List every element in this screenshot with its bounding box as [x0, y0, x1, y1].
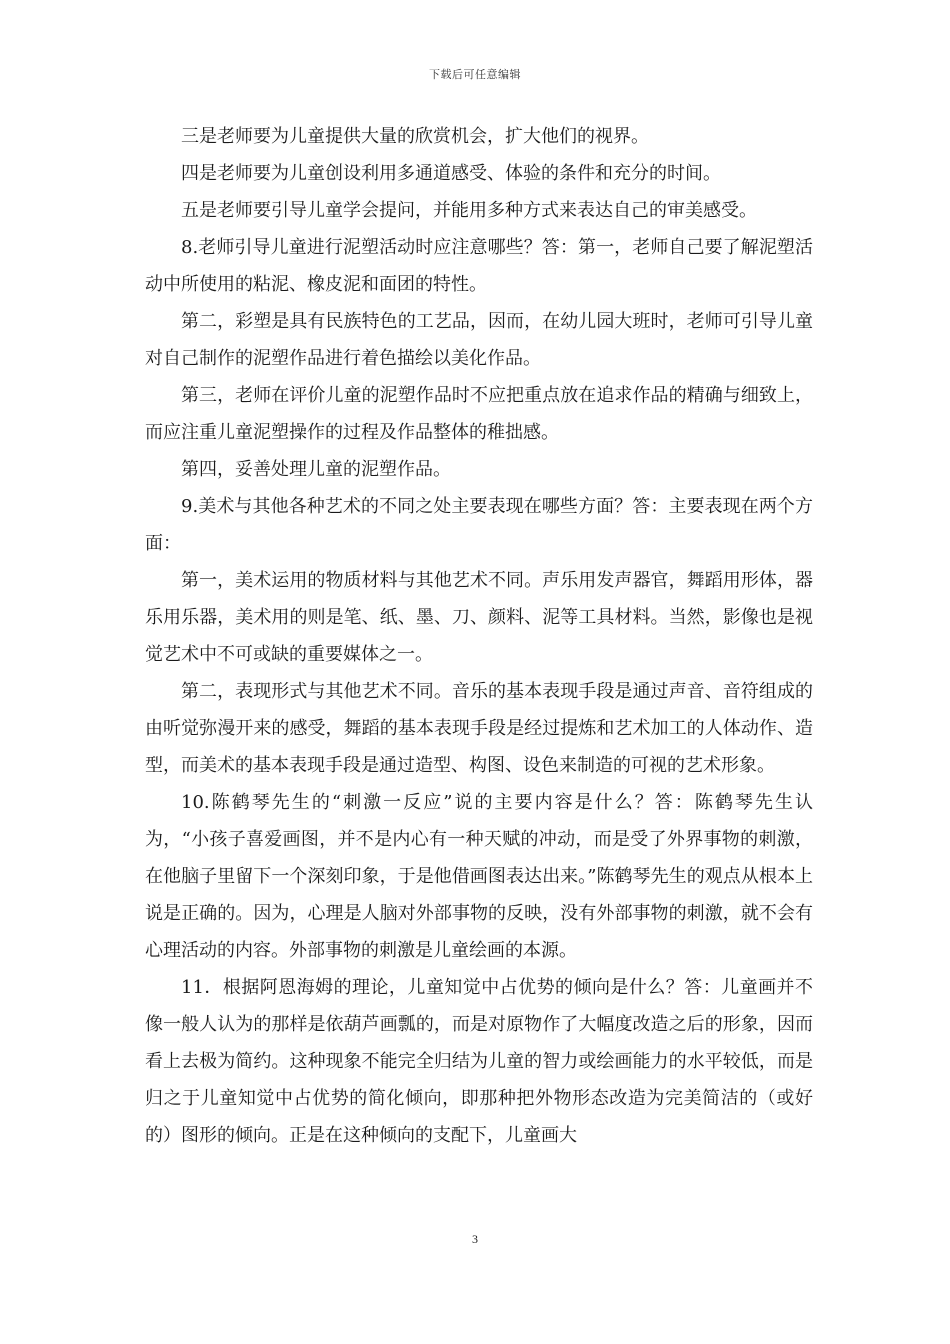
- answer-8-point-3: 第三，老师在评价儿童的泥塑作品时不应把重点放在追求作品的精确与细致上，而应注重儿童泥塑操作的过程及作品整体的稚拙感。: [145, 385, 813, 443]
- question-11: 11．根据阿恩海姆的理论，儿童知觉中占优势的倾向是什么？答：儿童画并不像一般人认为的那样是依葫芦画瓢的，而是对原物作了大幅度改造之后的形象，因而看上去极为简约。这种现象不能完全归结为儿童的智力或绘画能力的水平较低，而是归之于儿童知觉中占优势的简化倾向，即那种把外物形态改造为完美简洁的（或好的）图形的倾向。正是在这种倾向的支配下，儿童画大: [145, 977, 813, 1146]
- answer-8-point-2: 第二，彩塑是具有民族特色的工艺品，因而，在幼儿园大班时，老师可引导儿童对自己制作的泥塑作品进行着色描绘以美化作品。: [145, 311, 813, 369]
- paragraph-item-4: 四是老师要为儿童创设利用多通道感受、体验的条件和充分的时间。: [181, 163, 721, 184]
- answer-9-point-1: 第一，美术运用的物质材料与其他艺术不同。声乐用发声器官，舞蹈用形体，器乐用乐器，美术用的则是笔、纸、墨、刀、颜料、泥等工具材料。当然，影像也是视觉艺术中不可或缺的重要媒体之一。: [145, 570, 813, 665]
- page-header: 下载后可任意编辑: [429, 68, 521, 81]
- document-body: [145, 118, 813, 1154]
- question-9: 9.美术与其他各种艺术的不同之处主要表现在哪些方面？答：主要表现在两个方面：: [145, 496, 813, 554]
- question-8: 8.老师引导儿童进行泥塑活动时应注意哪些？答：第一，老师自己要了解泥塑活动中所使用的粘泥、橡皮泥和面团的特性。: [145, 237, 813, 295]
- answer-8-point-4: 第四，妥善处理儿童的泥塑作品。: [181, 459, 451, 480]
- paragraph-item-3: 三是老师要为儿童提供大量的欣赏机会，扩大他们的视界。: [181, 126, 649, 147]
- paragraph-item-5: 五是老师要引导儿童学会提问，并能用多种方式来表达自己的审美感受。: [181, 200, 757, 221]
- answer-9-point-2: 第二，表现形式与其他艺术不同。音乐的基本表现手段是通过声音、音符组成的由听觉弥漫开来的感受，舞蹈的基本表现手段是经过提炼和艺术加工的人体动作、造型，而美术的基本表现手段是通过造型、构图、设色来制造的可视的艺术形象。: [145, 681, 813, 776]
- question-10: 10.陈鹤琴先生的“刺激一反应”说的主要内容是什么？答：陈鹤琴先生认为，“小孩子喜爱画图，并不是内心有一种天赋的冲动，而是受了外界事物的刺激，在他脑子里留下一个深刻印象，于是他借画图表达出来。”陈鹤琴先生的观点从根本上说是正确的。因为，心理是人脑对外部事物的反映，没有外部事物的刺激，就不会有心理活动的内容。外部事物的刺激是儿童绘画的本源。: [145, 792, 813, 961]
- page-number: 3: [472, 1232, 478, 1246]
